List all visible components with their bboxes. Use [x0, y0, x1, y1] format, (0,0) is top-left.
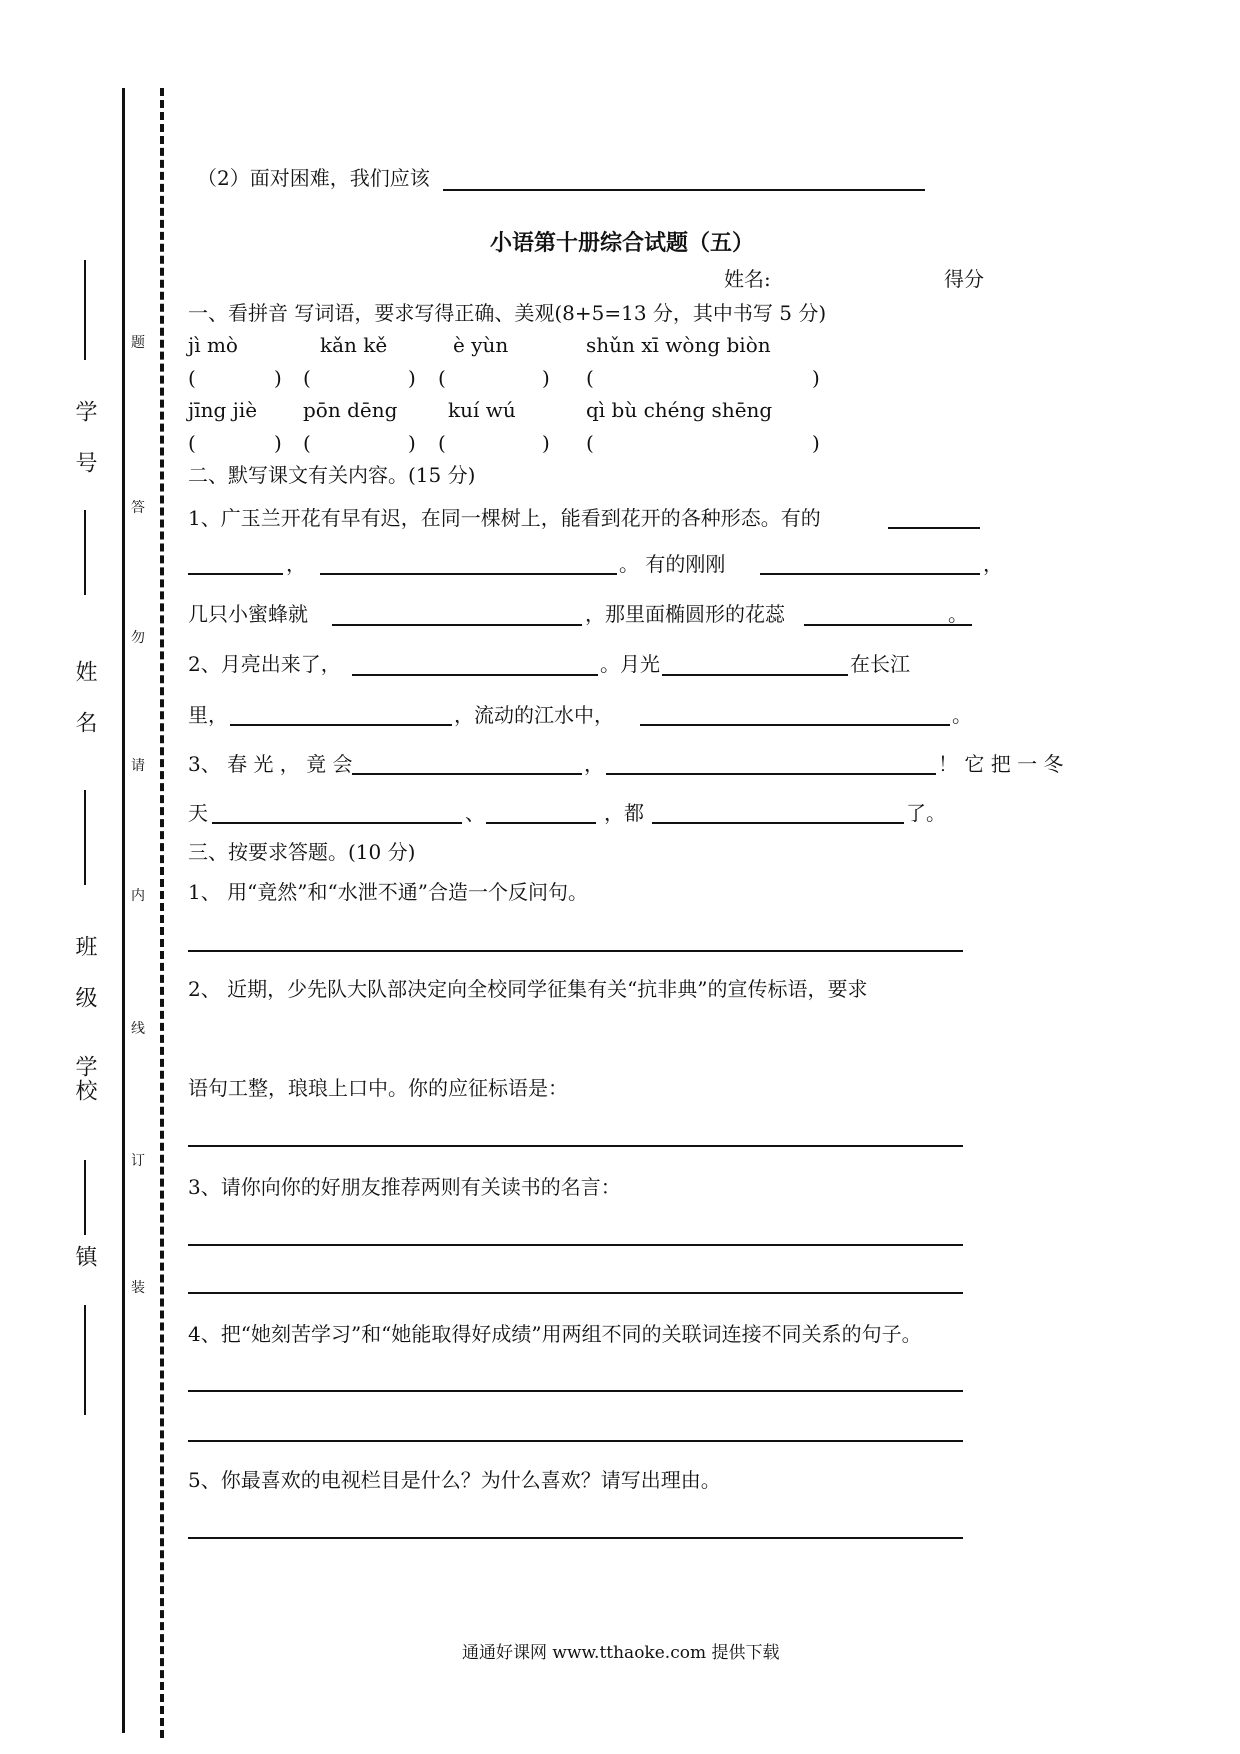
pinyin: qì bù chéng shēng: [586, 398, 773, 422]
question-text: 几只小蜜蜂就: [188, 602, 308, 626]
answer-blank[interactable]: [230, 724, 452, 726]
student-name-label: 姓 名: [72, 660, 97, 735]
pinyin: kǎn kě: [320, 333, 388, 357]
question-text: 。月光: [600, 652, 660, 676]
divider: [84, 510, 86, 595]
section-2-heading: 二、默写课文有关内容。(15 分): [188, 463, 476, 487]
question-text: 1、广玉兰开花有早有迟，在同一棵树上，能看到花开的各种形态。有的: [188, 506, 821, 530]
answer-blank[interactable]: [888, 527, 980, 529]
answer-blank[interactable]: [443, 189, 925, 191]
answer-bracket-close: ): [542, 366, 550, 390]
divider: [84, 1160, 86, 1235]
question-text: 。 有的刚刚: [619, 552, 726, 576]
class-label: 班 级: [72, 935, 97, 1010]
question-text: 语句工整，琅琅上口中。你的应征标语是：: [188, 1076, 568, 1100]
pinyin: jì mò: [188, 333, 238, 357]
pinyin: pōn dēng: [303, 398, 398, 422]
divider: [84, 260, 86, 360]
question-text: ，: [983, 552, 1003, 576]
question-text: ，: [584, 752, 604, 776]
answer-blank[interactable]: [486, 822, 596, 824]
answer-bracket-close: ): [542, 431, 550, 455]
pinyin: shǔn xī wòng biòn: [586, 333, 771, 357]
question-text: ，流动的江水中，: [454, 703, 614, 727]
binding-dashed-line: [160, 88, 164, 1738]
answer-blank[interactable]: [662, 674, 848, 676]
student-number-label: 学 号: [72, 400, 97, 475]
footer-text: 通通好课网 www.tthaoke.com 提供下载: [462, 1643, 780, 1663]
question-text: 5、你最喜欢的电视栏目是什么？为什么喜欢？请写出理由。: [188, 1468, 721, 1492]
warning-char: 装: [131, 1280, 145, 1296]
answer-blank[interactable]: [332, 624, 582, 626]
score-label: 得分: [944, 267, 984, 291]
answer-line[interactable]: [188, 1390, 963, 1392]
answer-line[interactable]: [188, 1145, 963, 1147]
binding-solid-line: [122, 88, 125, 1733]
answer-bracket-open: (: [586, 366, 594, 390]
answer-bracket-open: (: [303, 366, 311, 390]
pinyin: è yùn: [453, 333, 509, 357]
section-3-heading: 三、按要求答题。(10 分): [188, 840, 416, 864]
question-text: 3、 春 光 ， 竟 会: [188, 752, 353, 776]
answer-blank[interactable]: [606, 773, 936, 775]
answer-blank[interactable]: [640, 724, 950, 726]
answer-bracket-close: ): [274, 431, 282, 455]
answer-line[interactable]: [188, 1537, 963, 1539]
question-text: 2、月亮出来了，: [188, 652, 341, 676]
answer-bracket-open: (: [303, 431, 311, 455]
school-label: 学校: [72, 1055, 97, 1103]
answer-line[interactable]: [188, 1292, 963, 1294]
answer-blank[interactable]: [188, 573, 283, 575]
question-text: 3、请你向你的好朋友推荐两则有关读书的名言：: [188, 1175, 621, 1199]
question-text: 了。: [906, 801, 946, 825]
answer-blank[interactable]: [652, 822, 904, 824]
answer-bracket-open: (: [438, 431, 446, 455]
answer-line[interactable]: [188, 950, 963, 952]
warning-char: 勿: [131, 630, 145, 646]
warning-char: 线: [131, 1021, 145, 1037]
question-text: 在长江: [850, 652, 910, 676]
pinyin: jīng jiè: [188, 398, 258, 422]
question-text: ，都: [604, 801, 644, 825]
answer-blank[interactable]: [804, 624, 972, 626]
answer-line[interactable]: [188, 1440, 963, 1442]
page-title: 小语第十册综合试题（五）: [490, 231, 755, 256]
divider: [84, 1305, 86, 1415]
question-text: 。: [952, 703, 972, 727]
name-label: 姓名:: [724, 267, 771, 291]
warning-char: 订: [131, 1153, 145, 1169]
answer-bracket-close: ): [274, 366, 282, 390]
town-label: 镇: [72, 1245, 97, 1269]
answer-bracket-open: (: [188, 366, 196, 390]
answer-bracket-close: ): [408, 366, 416, 390]
warning-char: 内: [131, 888, 145, 904]
section-1-heading: 一、看拼音 写词语，要求写得正确、美观(8+5=13 分，其中书写 5 分): [188, 301, 827, 325]
previous-question: （2）面对困难，我们应该: [197, 166, 430, 190]
answer-bracket-open: (: [438, 366, 446, 390]
warning-char: 请: [131, 758, 145, 774]
answer-line[interactable]: [188, 1244, 963, 1246]
answer-bracket-open: (: [586, 431, 594, 455]
answer-blank[interactable]: [212, 822, 462, 824]
answer-blank[interactable]: [760, 573, 980, 575]
pinyin: kuí wú: [448, 398, 516, 422]
warning-char: 答: [131, 500, 145, 516]
question-text: 、: [465, 801, 485, 825]
warning-char: 题: [131, 335, 145, 351]
answer-bracket-close: ): [812, 366, 820, 390]
answer-bracket-close: ): [408, 431, 416, 455]
answer-blank[interactable]: [352, 674, 598, 676]
answer-bracket-open: (: [188, 431, 196, 455]
answer-bracket-close: ): [812, 431, 820, 455]
question-text: 天: [188, 801, 208, 825]
question-text: 1、 用“竟然”和“水泄不通”合造一个反问句。: [188, 880, 588, 904]
question-text: 。: [948, 602, 968, 626]
question-text: ，那里面椭圆形的花蕊: [585, 602, 785, 626]
answer-blank[interactable]: [352, 773, 582, 775]
question-text: 4、把“她刻苦学习”和“她能取得好成绩”用两组不同的关联词连接不同关系的句子。: [188, 1322, 922, 1346]
divider: [84, 790, 86, 885]
question-text: ！ 它 把 一 冬: [938, 752, 1064, 776]
question-text: ，: [286, 552, 306, 576]
answer-blank[interactable]: [320, 573, 617, 575]
question-text: 里，: [188, 703, 228, 727]
question-text: 2、 近期，少先队大队部决定向全校同学征集有关“抗非典”的宣传标语，要求: [188, 977, 868, 1001]
